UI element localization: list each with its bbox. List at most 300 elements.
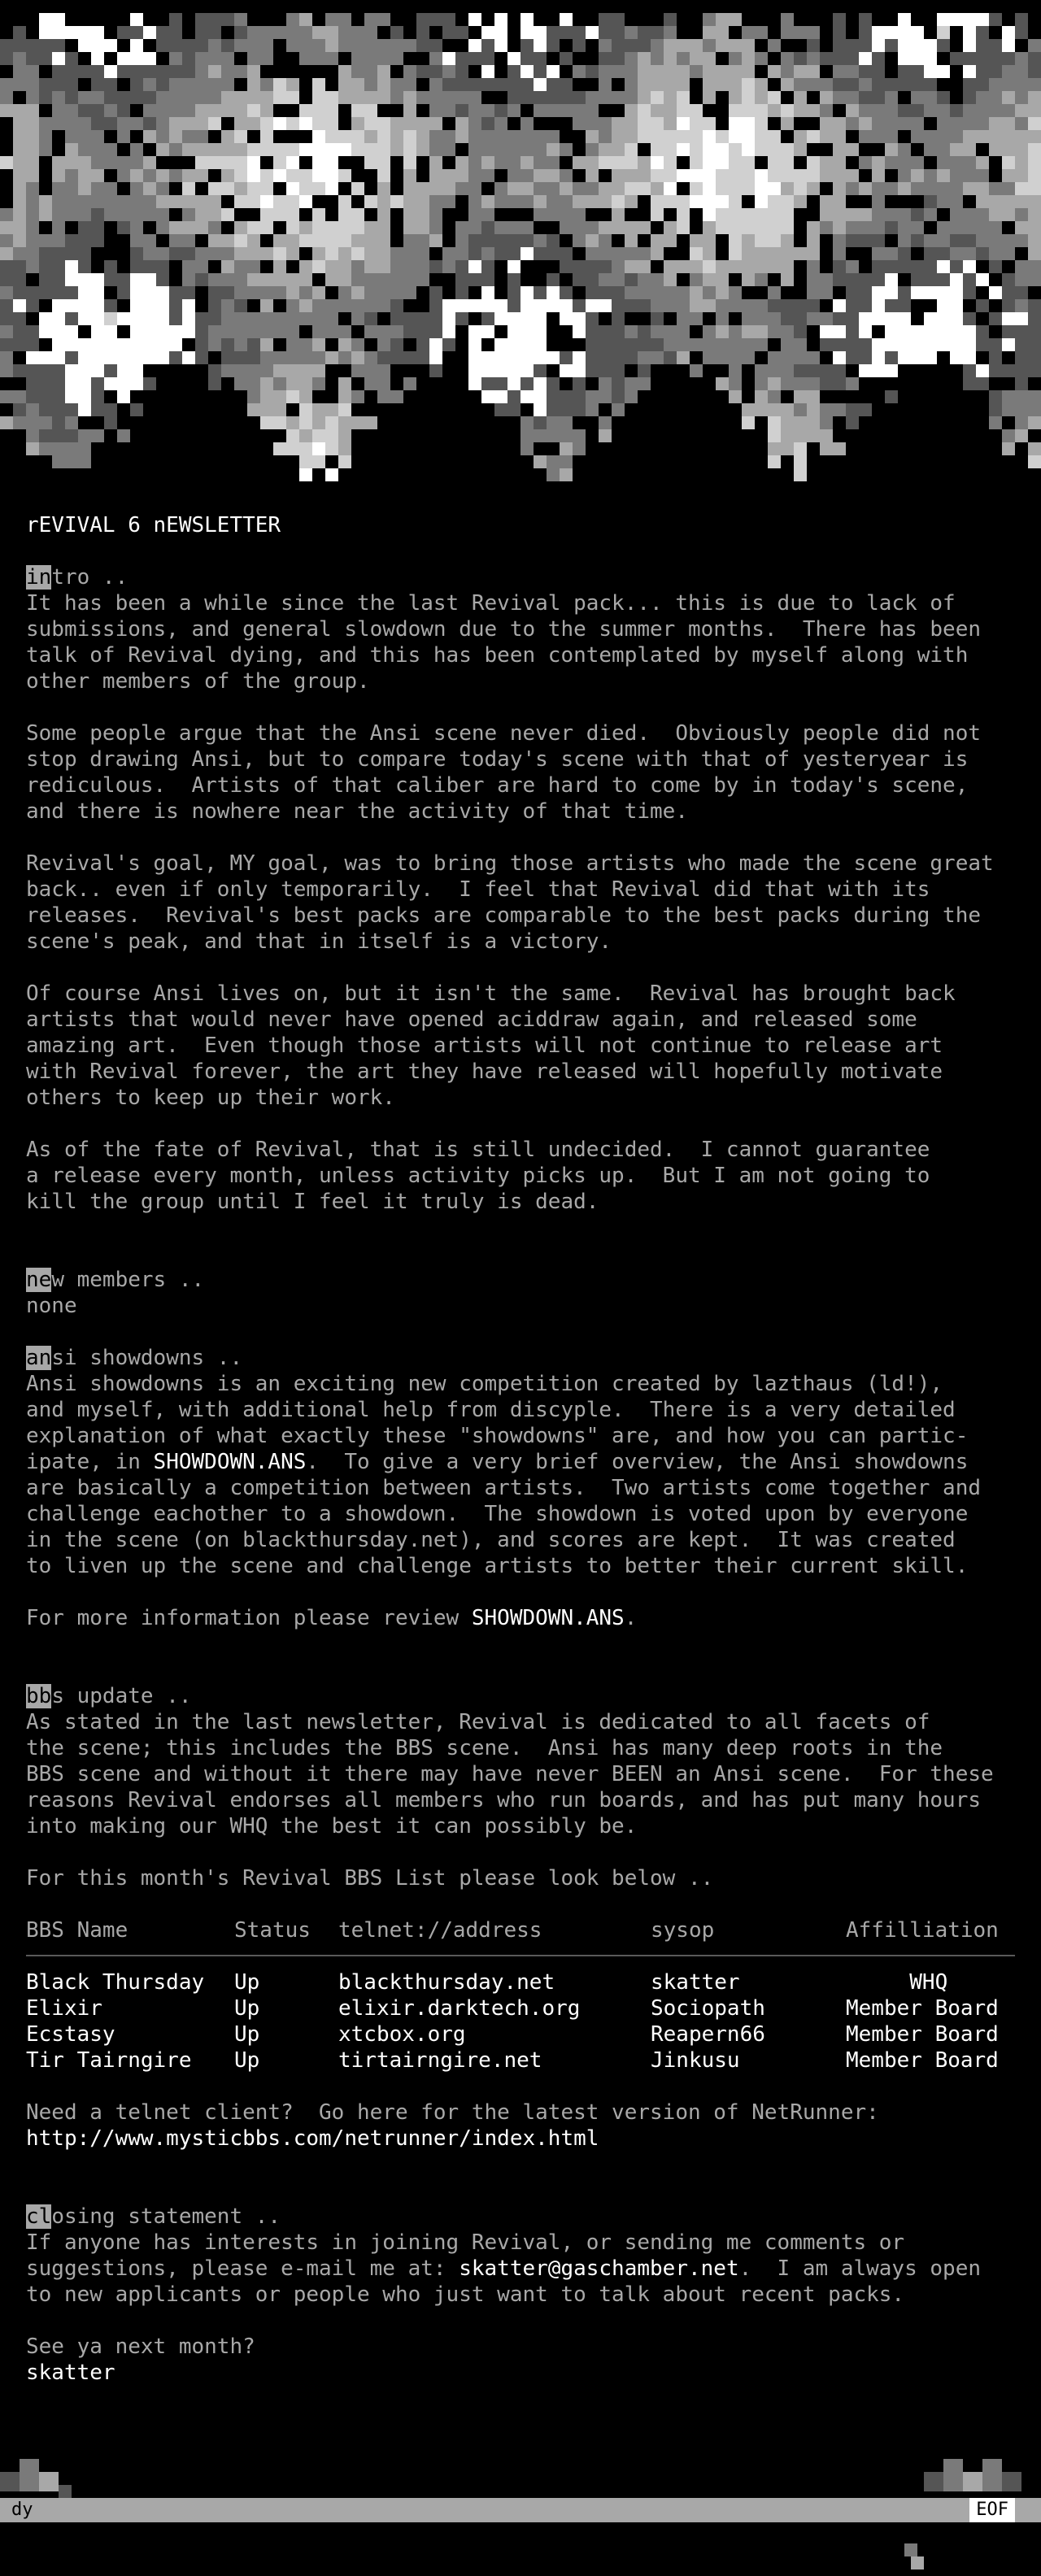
logo-pixel <box>442 299 455 312</box>
logo-pixel <box>807 26 820 39</box>
logo-pixel <box>390 91 403 104</box>
logo-pixel <box>377 299 390 312</box>
logo-pixel <box>898 39 911 52</box>
logo-pixel <box>781 221 794 234</box>
logo-pixel <box>690 65 703 78</box>
logo-pixel <box>599 117 612 130</box>
logo-pixel <box>1002 429 1015 442</box>
logo-pixel <box>963 351 976 364</box>
logo-pixel <box>117 104 130 117</box>
logo-pixel <box>247 338 260 351</box>
logo-pixel <box>26 338 39 351</box>
logo-pixel <box>273 403 286 416</box>
logo-pixel <box>1002 195 1015 208</box>
logo-pixel <box>468 364 481 377</box>
logo-pixel <box>924 234 937 247</box>
logo-pixel <box>755 52 768 65</box>
logo-pixel <box>520 117 534 130</box>
logo-pixel <box>963 208 976 221</box>
logo-pixel <box>820 364 833 377</box>
logo-pixel <box>104 156 117 169</box>
logo-pixel <box>182 78 195 91</box>
logo-pixel <box>638 117 651 130</box>
logo-pixel <box>989 286 1002 299</box>
logo-pixel <box>560 26 573 39</box>
logo-pixel <box>351 78 364 91</box>
logo-pixel <box>221 364 234 377</box>
logo-pixel <box>638 351 651 364</box>
logo-pixel <box>729 182 742 195</box>
logo-pixel <box>351 208 364 221</box>
logo-pixel <box>625 104 638 117</box>
logo-pixel <box>573 403 586 416</box>
logo-pixel <box>364 26 377 39</box>
logo-pixel <box>208 273 221 286</box>
logo-pixel <box>911 39 924 52</box>
logo-pixel <box>677 130 690 143</box>
showdowns-line: are basically a competition between artists. Two artists come together and <box>26 1476 981 1500</box>
logo-pixel <box>403 156 416 169</box>
logo-pixel <box>78 312 91 325</box>
logo-pixel <box>924 39 937 52</box>
logo-pixel <box>651 26 664 39</box>
logo-pixel <box>768 143 781 156</box>
logo-pixel <box>494 78 507 91</box>
logo-pixel <box>520 247 534 260</box>
logo-pixel <box>312 26 325 39</box>
intro-line: It has been a while since the last Revival pack... this is due to lack of <box>26 591 956 616</box>
logo-pixel <box>39 390 52 403</box>
logo-pixel <box>729 13 742 26</box>
logo-pixel <box>599 39 612 52</box>
logo-pixel <box>716 208 729 221</box>
logo-pixel <box>768 429 781 442</box>
logo-pixel <box>403 273 416 286</box>
logo-pixel <box>755 78 768 91</box>
logo-pixel <box>507 130 520 143</box>
logo-pixel <box>1015 78 1028 91</box>
logo-pixel <box>742 299 755 312</box>
logo-pixel <box>169 26 182 39</box>
logo-pixel <box>247 78 260 91</box>
logo-pixel <box>1002 26 1015 39</box>
logo-pixel <box>507 104 520 117</box>
logo-pixel <box>664 13 677 26</box>
logo-pixel <box>247 117 260 130</box>
logo-pixel <box>312 182 325 195</box>
logo-pixel <box>117 52 130 65</box>
logo-pixel <box>872 273 885 286</box>
logo-pixel <box>91 65 104 78</box>
logo-pixel <box>963 234 976 247</box>
logo-pixel <box>989 351 1002 364</box>
logo-pixel <box>429 117 442 130</box>
logo-pixel <box>742 39 755 52</box>
logo-pixel <box>742 104 755 117</box>
logo-pixel <box>364 325 377 338</box>
logo-pixel <box>273 143 286 156</box>
logo-pixel <box>208 78 221 91</box>
logo-pixel <box>455 247 468 260</box>
logo-pixel <box>247 234 260 247</box>
logo-pixel <box>65 286 78 299</box>
logo-pixel <box>39 117 52 130</box>
logo-pixel <box>338 455 351 468</box>
logo-pixel <box>481 143 494 156</box>
logo-pixel <box>377 91 390 104</box>
logo-pixel <box>586 117 599 130</box>
closing-line: suggestions, please e-mail me at: skatter@gaschamber.net. I am always open <box>26 2256 982 2281</box>
logo-pixel <box>976 234 989 247</box>
logo-pixel <box>716 377 729 390</box>
logo-pixel <box>91 325 104 338</box>
logo-pixel <box>625 221 638 234</box>
logo-pixel <box>716 65 729 78</box>
logo-pixel <box>221 65 234 78</box>
logo-pixel <box>195 104 208 117</box>
logo-pixel <box>625 52 638 65</box>
logo-pixel <box>833 26 846 39</box>
logo-pixel <box>729 65 742 78</box>
logo-pixel <box>286 39 299 52</box>
logo-pixel <box>794 78 807 91</box>
logo-pixel <box>573 299 586 312</box>
logo-pixel <box>898 13 911 26</box>
logo-pixel <box>586 299 599 312</box>
logo-pixel <box>690 156 703 169</box>
logo-pixel <box>416 273 429 286</box>
new-members-text: none <box>26 1294 77 1318</box>
logo-pixel <box>390 78 403 91</box>
logo-pixel <box>52 104 65 117</box>
intro-line: stop drawing Ansi, but to compare today's scene with that of yesteryear is <box>26 747 969 772</box>
logo-pixel <box>924 130 937 143</box>
logo-pixel <box>520 26 534 39</box>
logo-pixel <box>625 234 638 247</box>
logo-pixel <box>520 13 534 26</box>
logo-pixel <box>52 390 65 403</box>
logo-pixel <box>664 143 677 156</box>
logo-pixel <box>507 299 520 312</box>
logo-pixel <box>325 468 338 481</box>
logo-pixel <box>703 221 716 234</box>
logo-pixel <box>599 377 612 390</box>
logo-pixel <box>52 208 65 221</box>
logo-pixel <box>950 221 963 234</box>
logo-pixel <box>534 195 547 208</box>
logo-pixel <box>91 377 104 390</box>
logo-pixel <box>507 260 520 273</box>
logo-pixel <box>950 338 963 351</box>
logo-pixel <box>208 143 221 156</box>
footer-art-block <box>963 2472 982 2491</box>
logo-pixel <box>872 169 885 182</box>
logo-pixel <box>442 312 455 325</box>
logo-pixel <box>989 91 1002 104</box>
logo-pixel <box>403 130 416 143</box>
logo-pixel <box>104 117 117 130</box>
logo-pixel <box>950 143 963 156</box>
logo-pixel <box>638 65 651 78</box>
logo-pixel <box>963 78 976 91</box>
logo-pixel <box>403 208 416 221</box>
logo-pixel <box>560 286 573 299</box>
logo-pixel <box>260 325 273 338</box>
logo-pixel <box>768 377 781 390</box>
intro-line: scene's peak, and that in itself is a victory. <box>26 929 612 954</box>
logo-pixel <box>520 429 534 442</box>
logo-pixel <box>377 182 390 195</box>
logo-pixel <box>91 104 104 117</box>
logo-pixel <box>937 156 950 169</box>
logo-pixel <box>286 286 299 299</box>
logo-pixel <box>976 325 989 338</box>
netrunner-link[interactable]: http://www.mysticbbs.com/netrunner/index.html <box>26 2126 599 2151</box>
logo-pixel <box>429 286 442 299</box>
logo-pixel <box>820 442 833 455</box>
logo-pixel <box>976 13 989 26</box>
logo-pixel <box>299 104 312 117</box>
logo-pixel <box>208 156 221 169</box>
intro-text <box>26 590 1015 1215</box>
logo-pixel <box>494 338 507 351</box>
logo-pixel <box>885 286 898 299</box>
logo-pixel <box>156 26 169 39</box>
logo-pixel <box>950 312 963 325</box>
logo-pixel <box>403 65 416 78</box>
logo-pixel <box>91 117 104 130</box>
logo-pixel <box>755 299 768 312</box>
logo-pixel <box>547 143 560 156</box>
logo-pixel <box>703 52 716 65</box>
logo-pixel <box>833 91 846 104</box>
logo-pixel <box>716 273 729 286</box>
logo-pixel <box>429 169 442 182</box>
logo-pixel <box>91 195 104 208</box>
logo-pixel <box>677 117 690 130</box>
logo-pixel <box>937 13 950 26</box>
logo-pixel <box>885 338 898 351</box>
logo-pixel <box>690 130 703 143</box>
logo-pixel <box>403 143 416 156</box>
logo-pixel <box>807 286 820 299</box>
logo-pixel <box>937 39 950 52</box>
logo-pixel <box>534 455 547 468</box>
logo-pixel <box>494 234 507 247</box>
logo-pixel <box>794 468 807 481</box>
logo-pixel <box>429 338 442 351</box>
logo-pixel <box>573 377 586 390</box>
footer-artist-tag: dy <box>11 2500 33 2520</box>
logo-pixel <box>651 195 664 208</box>
logo-pixel <box>547 91 560 104</box>
logo-pixel <box>1002 52 1015 65</box>
logo-pixel <box>755 169 768 182</box>
logo-pixel <box>26 247 39 260</box>
logo-pixel <box>182 104 195 117</box>
logo-pixel <box>65 377 78 390</box>
logo-pixel <box>429 260 442 273</box>
logo-pixel <box>377 260 390 273</box>
logo-pixel <box>429 130 442 143</box>
logo-pixel <box>338 377 351 390</box>
logo-pixel <box>0 299 13 312</box>
logo-pixel <box>221 13 234 26</box>
logo-pixel <box>455 234 468 247</box>
intro-line: with Revival forever, the art they have released will hopefully motivate <box>26 1060 943 1084</box>
logo-pixel <box>586 156 599 169</box>
logo-pixel <box>312 78 325 91</box>
logo-pixel <box>534 91 547 104</box>
logo-pixel <box>273 117 286 130</box>
logo-pixel <box>0 390 13 403</box>
logo-pixel <box>286 338 299 351</box>
logo-pixel <box>104 312 117 325</box>
logo-pixel <box>78 156 91 169</box>
contact-email[interactable]: skatter@gaschamber.net <box>459 2256 739 2281</box>
logo-pixel <box>143 338 156 351</box>
logo-pixel <box>338 416 351 429</box>
logo-pixel <box>638 182 651 195</box>
logo-pixel <box>1015 91 1028 104</box>
logo-pixel <box>976 338 989 351</box>
logo-pixel <box>520 442 534 455</box>
logo-pixel <box>807 65 820 78</box>
logo-pixel <box>703 78 716 91</box>
logo-pixel <box>833 78 846 91</box>
logo-pixel <box>429 91 442 104</box>
logo-pixel <box>260 338 273 351</box>
logo-pixel <box>260 26 273 39</box>
logo-pixel <box>1028 299 1041 312</box>
logo-pixel <box>494 130 507 143</box>
logo-pixel <box>612 312 625 325</box>
logo-pixel <box>859 78 872 91</box>
logo-pixel <box>468 195 481 208</box>
logo-pixel <box>429 182 442 195</box>
logo-pixel <box>534 338 547 351</box>
logo-pixel <box>573 351 586 364</box>
logo-pixel <box>937 325 950 338</box>
logo-pixel <box>299 52 312 65</box>
logo-pixel <box>885 143 898 156</box>
logo-pixel <box>286 13 299 26</box>
logo-pixel <box>429 234 442 247</box>
logo-pixel <box>468 39 481 52</box>
logo-pixel <box>534 377 547 390</box>
logo-pixel <box>742 312 755 325</box>
logo-pixel <box>612 143 625 156</box>
logo-pixel <box>781 429 794 442</box>
footer-art-block <box>924 2472 943 2491</box>
logo-pixel <box>651 143 664 156</box>
logo-pixel <box>716 325 729 338</box>
logo-pixel <box>807 312 820 325</box>
logo-pixel <box>65 325 78 338</box>
logo-pixel <box>651 156 664 169</box>
logo-pixel <box>1015 26 1028 39</box>
logo-pixel <box>299 286 312 299</box>
logo-pixel <box>677 338 690 351</box>
logo-pixel <box>1015 273 1028 286</box>
logo-pixel <box>390 286 403 299</box>
logo-pixel <box>26 182 39 195</box>
logo-pixel <box>638 52 651 65</box>
section-header-intro: intro .. <box>26 565 128 590</box>
logo-pixel <box>117 195 130 208</box>
logo-pixel <box>963 273 976 286</box>
logo-pixel <box>260 117 273 130</box>
logo-pixel <box>716 312 729 325</box>
logo-pixel <box>299 273 312 286</box>
intro-line <box>26 825 1015 851</box>
logo-pixel <box>898 234 911 247</box>
logo-pixel <box>429 39 442 52</box>
column-header-sysop: sysop <box>651 1918 715 1943</box>
logo-pixel <box>78 338 91 351</box>
logo-pixel <box>221 156 234 169</box>
logo-pixel <box>638 325 651 338</box>
logo-pixel <box>560 455 573 468</box>
logo-pixel <box>560 468 573 481</box>
logo-pixel <box>364 156 377 169</box>
logo-pixel <box>39 143 52 156</box>
logo-pixel <box>117 65 130 78</box>
logo-pixel <box>39 286 52 299</box>
logo-pixel <box>507 195 520 208</box>
logo-pixel <box>13 338 26 351</box>
logo-pixel <box>416 65 429 78</box>
logo-pixel <box>768 286 781 299</box>
logo-pixel <box>390 325 403 338</box>
logo-pixel <box>104 299 117 312</box>
logo-pixel <box>625 338 638 351</box>
logo-pixel <box>586 234 599 247</box>
logo-pixel <box>599 286 612 299</box>
logo-pixel <box>599 273 612 286</box>
logo-pixel <box>273 169 286 182</box>
logo-pixel <box>586 351 599 364</box>
logo-pixel <box>1028 403 1041 416</box>
logo-pixel <box>39 26 52 39</box>
logo-pixel <box>963 52 976 65</box>
logo-pixel <box>234 143 247 156</box>
logo-pixel <box>924 195 937 208</box>
logo-pixel <box>963 117 976 130</box>
logo-pixel <box>742 143 755 156</box>
logo-pixel <box>547 247 560 260</box>
logo-pixel <box>989 104 1002 117</box>
logo-pixel <box>78 39 91 52</box>
logo-pixel <box>1028 117 1041 130</box>
logo-pixel <box>872 156 885 169</box>
logo-pixel <box>312 377 325 390</box>
logo-pixel <box>612 13 625 26</box>
logo-pixel <box>1015 403 1028 416</box>
logo-pixel <box>481 169 494 182</box>
logo-pixel <box>612 273 625 286</box>
logo-pixel <box>234 351 247 364</box>
logo-pixel <box>924 78 937 91</box>
logo-pixel <box>729 39 742 52</box>
logo-pixel <box>13 26 26 39</box>
logo-pixel <box>390 130 403 143</box>
logo-pixel <box>989 195 1002 208</box>
logo-pixel <box>169 143 182 156</box>
logo-pixel <box>299 442 312 455</box>
logo-pixel <box>247 390 260 403</box>
intro-line: talk of Revival dying, and this has been contemplated by myself along with <box>26 643 969 668</box>
